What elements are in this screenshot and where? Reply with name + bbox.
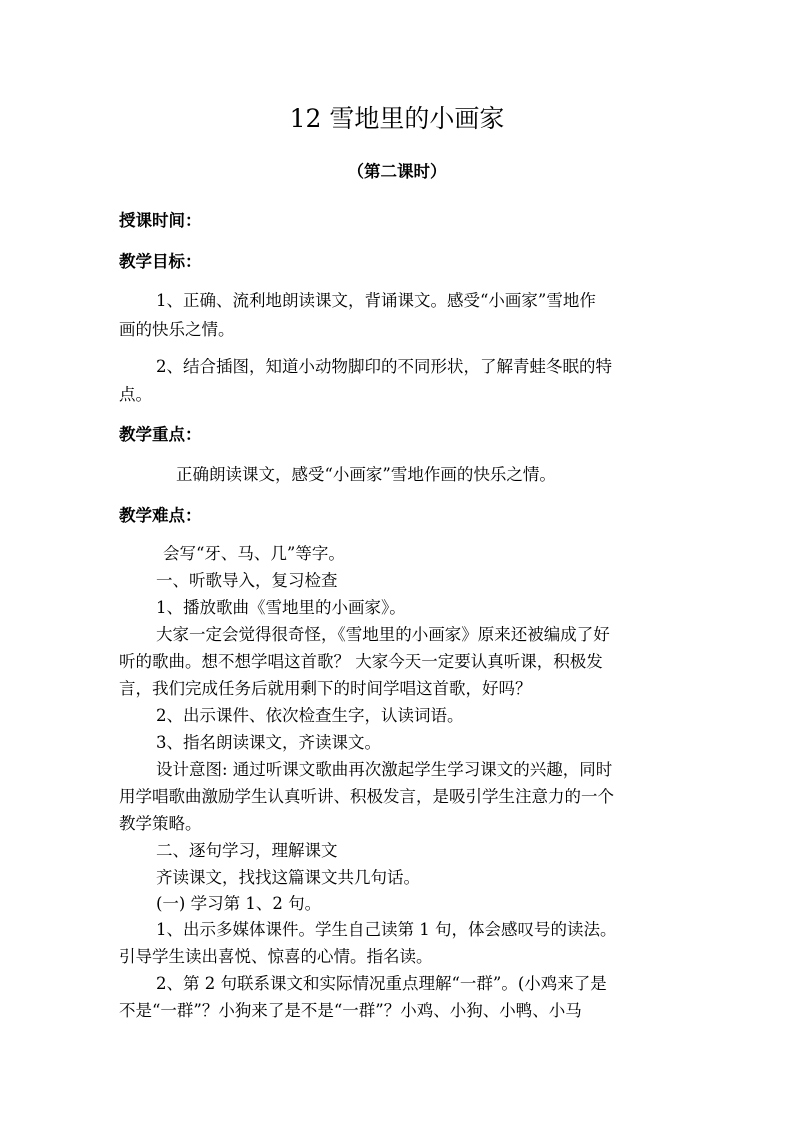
- difficulty-label: 教学难点：: [119, 506, 202, 525]
- section-1-item-1: 1、播放歌曲《雪地里的小画家》。: [156, 598, 406, 617]
- difficulty-text: 会写“牙、马、几”等字。: [163, 544, 345, 563]
- section-1-paragraph-line-2: 听的歌曲。想不想学唱这首歌？ 大家今天一定要认真听课，积极发: [119, 652, 603, 671]
- section-1-paragraph-line-3: 言，我们完成任务后就用剩下的时间学唱这首歌，好吗？: [119, 679, 532, 698]
- section-2-paragraph: 齐读课文，找找这篇课文共几句话。: [156, 868, 420, 887]
- goal-label: 教学目标：: [119, 252, 202, 271]
- section-2-heading: 二、逐句学习，理解课文: [156, 841, 338, 860]
- section-1-heading: 一、听歌导入，复习检查: [156, 571, 338, 590]
- page-subtitle: （第二课时）: [347, 162, 447, 181]
- section-2-item-1-line-2: 引导学生读出喜悦、惊喜的心情。指名读。: [119, 947, 433, 966]
- section-1-item-3: 3、指名朗读课文，齐读课文。: [156, 733, 381, 752]
- section-2-item-1-line-1: 1、出示多媒体课件。学生自己读第 1 句，体会感叹号的读法。: [156, 920, 617, 939]
- section-2-item-2-line-1: 2、第 2 句联系课文和实际情况重点理解“一群”。(小鸡来了是: [156, 974, 607, 993]
- time-label: 授课时间：: [119, 211, 202, 230]
- key-label: 教学重点：: [119, 425, 202, 444]
- section-2-subheading: (一) 学习第 1、2 句。: [156, 894, 322, 913]
- design-intent-line-1: 设计意图: 通过听课文歌曲再次激起学生学习课文的兴趣，同时: [156, 760, 613, 779]
- goal-2-line-1: 2、结合插图，知道小动物脚印的不同形状，了解青蛙冬眠的特: [156, 357, 612, 376]
- goal-1-line-1: 1、正确、流利地朗读课文，背诵课文。感受“小画家”雪地作: [156, 291, 596, 310]
- key-text: 正确朗读课文，感受“小画家”雪地作画的快乐之情。: [176, 465, 556, 484]
- goal-1-line-2: 画的快乐之情。: [119, 320, 235, 339]
- page-title: 12 雪地里的小画家: [289, 104, 505, 133]
- section-1-item-2: 2、出示课件、依次检查生字，认读词语。: [156, 706, 464, 725]
- goal-2-line-2: 点。: [119, 385, 152, 404]
- design-intent-line-3: 教学策略。: [119, 814, 202, 833]
- section-1-paragraph-line-1: 大家一定会觉得很奇怪，《雪地里的小画家》原来还被编成了好: [156, 625, 610, 644]
- design-intent-line-2: 用学唱歌曲激励学生认真听讲、积极发言，是吸引学生注意力的一个: [119, 787, 614, 806]
- section-2-item-2-line-2: 不是“一群”？小狗来了是不是“一群”？小鸡、小狗、小鸭、小马: [119, 1001, 582, 1020]
